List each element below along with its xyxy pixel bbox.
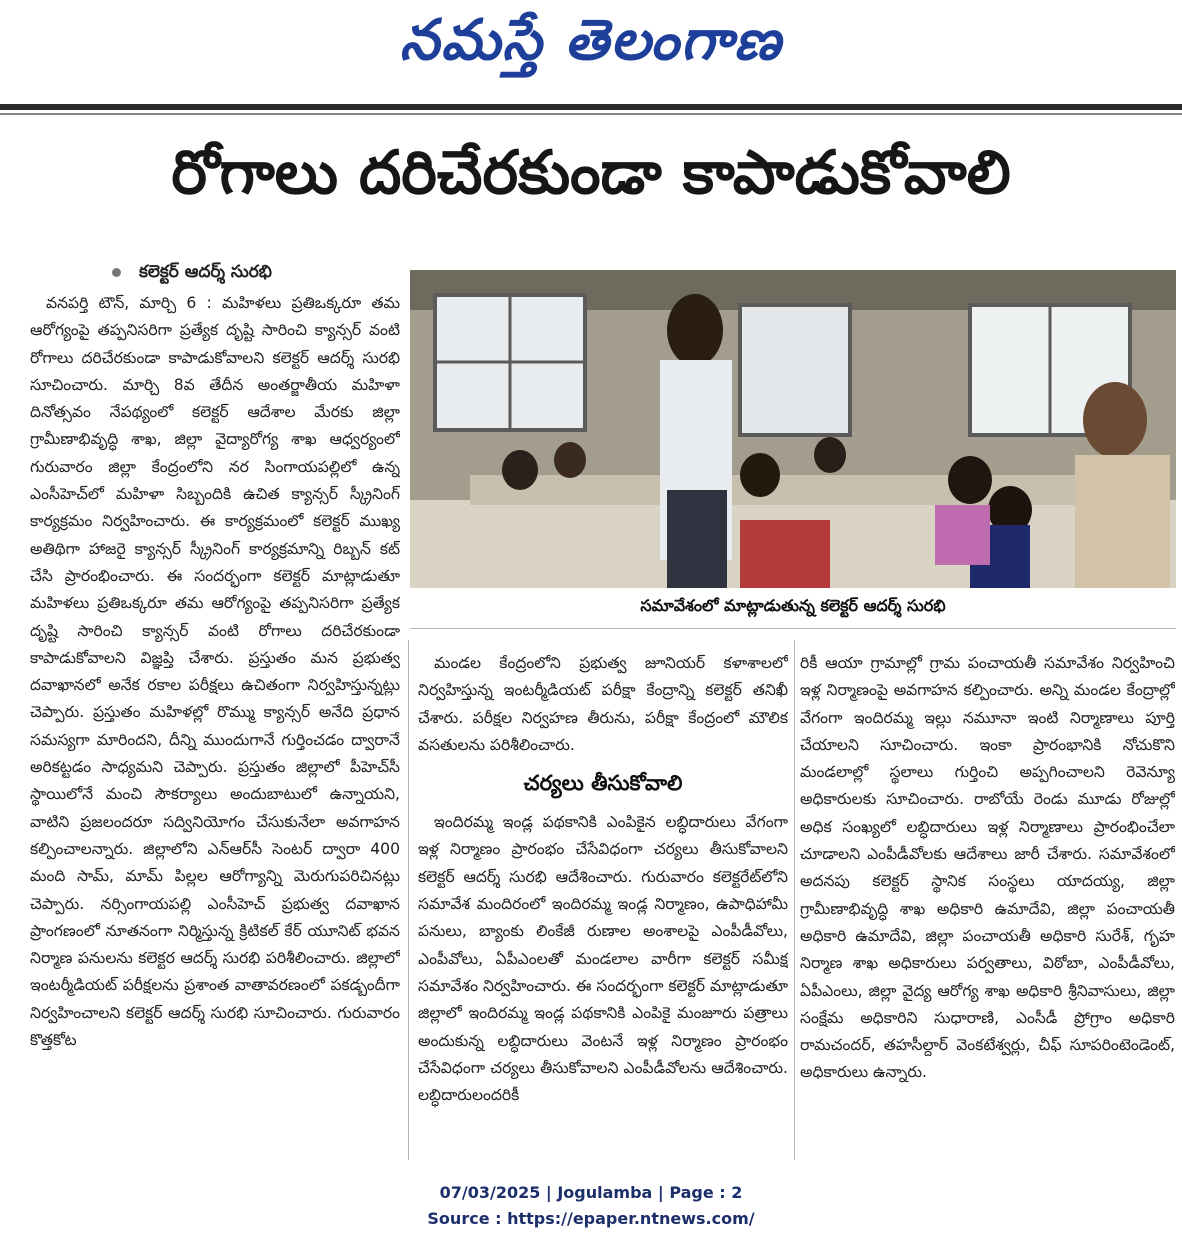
article-column-2 [418, 650, 788, 1160]
footer-date-line: 07/03/2025 | Jogulamba | Page : 2 [439, 1183, 743, 1202]
footer [0, 1180, 1182, 1232]
footer-source-line: Source : https://epaper.ntnews.com/ [427, 1209, 755, 1228]
masthead [0, 0, 1182, 102]
masthead-title: నమస్తే తెలంగాణ [399, 8, 783, 73]
caption-divider [410, 628, 1176, 629]
column-1-text: వనపర్తి టౌన్, మార్చి 6 : మహిళలు ప్రతిఒక్కరూ తమ ఆరోగ్యంపై తప్పనిసరిగా ప్రత్యేక దృష్టి సారించి క్యాన్సర్ వంటి రోగాలు దరిచేరకుండా కాపాడుకోవాలని కలెక్టర్ ఆదర్శ్ సురభి సూచించారు. మార్చి 8వ తేదీన అంతర్జాతీయ మహిళా దినోత్సవం నేపథ్యంలో కలెక్టర్ ఆదేశాల మేరకు జిల్లా గ్రామీణాభివృద్ధి శాఖ, జిల్లా వైద్యారోగ్య శాఖ ఆధ్వర్యంలో గురువారం జిల్లా కేంద్రంలోని నర సింగాయపల్లిలో ఉన్న ఎంసీహెచ్‌లో మహిళా సిబ్బందికి ఉచిత క్యాన్సర్ స్క్రీనింగ్ కార్యక్రమం నిర్వహించారు. ఈ కార్యక్రమంలో కలెక్టర్ ముఖ్య అతిథిగా హాజరై క్యాన్సర్ స్క్రీనింగ్ కార్యక్రమాన్ని రిబ్బన్ కట్ చేసి ప్రారంభించారు. ఈ సందర్భంగా కలెక్టర్ మాట్లాడుతూ మహిళలు ప్రతిఒక్కరూ తమ ఆరోగ్యంపై తప్పనిసరిగా ప్రత్యేక దృష్టి సారించి క్యాన్సర్ వంటి రోగాలు దరిచేరకుండా కాపాడుకోవాలని విజ్ఞప్తి చేశారు. ప్రస్తుతం మన ప్రభుత్వ దవాఖానలో అనేక రకాల పరీక్షలు ఉచితంగా నిర్వహిస్తున్నట్లు చెప్పారు. ప్రస్తుతం మహిళల్లో రొమ్ము క్యాన్సర్ అనేది ప్రధాన సమస్యగా మారిందని, దీన్ని ముందుగానే గుర్తించడం ద్వారానే అరికట్టడం సాధ్యమని చెప్పారు. ప్రస్తుతం జిల్లాలో పీహెచ్‌సీ స్థాయిలోనే మంచి సౌకర్యాలు అందుబాటులో ఉన్నాయని, వాటిని ప్రజలందరూ సద్వినియోగం చేసుకునేలా అవగాహన కల్పించాలన్నారు. జిల్లాలోని ఎన్‌ఆర్‌సీ సెంటర్ ద్వారా 400 మంది సామ్, మామ్ పిల్లల ఆరోగ్యాన్ని మెరుగుపరిచినట్లు చెప్పారు. నర్సింగాయపల్లి ఎంసీహెచ్ ప్రభుత్వ దవాఖాన ప్రాంగణంలో నూతనంగా నిర్మిస్తున్న క్రిటికల్ కేర్ యూనిట్ భవన నిర్మాణ పనులను కలెక్టర ఆదర్శ్ సురభి పరిశీలించారు. జిల్లాలో ఇంటర్మీడియట్ పరీక్షలను ప్రశాంత వాతావరణంలో పకడ్బందీగా నిర్వహించాలని కలెక్టర్ ఆదర్శ్ సురభి సూచించారు. గురువారం కొత్తకోట [30, 294, 400, 1050]
headline: రోగాలు దరిచేరకుండా కాపాడుకోవాలి [171, 138, 1011, 208]
column-divider-1 [408, 640, 409, 1160]
subheading: చర్యలు తీసుకోవాలి [523, 771, 683, 796]
article-column-3 [800, 650, 1175, 1160]
column-2-bottom-text: ఇందిరమ్మ ఇండ్ల పథకానికి ఎంపికైన లబ్ధిదారులు వేగంగా ఇళ్ల నిర్మాణం ప్రారంభం చేసేవిధంగా చర్యలు తీసుకోవాలని కలెక్టర్ ఆదర్శ్ సురభి ఆదేశించారు. గురువారం కలెక్టరేట్‌లోని సమావేశ మందిరంలో ఇందిరమ్మ ఇండ్ల నిర్మాణం, ఉపాధిహామీ పనులు, బ్యాంకు లింకేజీ రుణాల అంశాలపై ఎంపీడీవోలు, ఎంపీవోలు, ఏపీఎంలతో మండలాల వారీగా కలెక్టర్ సమీక్ష సమావేశం నిర్వహించారు. ఈ సందర్భంగా కలెక్టర్ మాట్లాడుతూ జిల్లాలో ఇందిరమ్మ ఇండ్ల పథకానికి ఎంపికై మంజూరు పత్రాలు అందుకున్న లబ్ధిదారులు వెంటనే ఇళ్ల నిర్మాణం ప్రారంభం చేసేవిధంగా చర్యలు తీసుకోవాలని ఎంపీడీవోలను ఆదేశించారు. లబ్ధిదారులందరికీ [418, 813, 788, 1105]
masthead-rule-thick [0, 104, 1182, 110]
masthead-rule-thin [0, 113, 1182, 115]
article-column-1 [30, 290, 400, 1160]
column-2-top-text: మండల కేంద్రంలోని ప్రభుత్వ జూనియర్ కళాశాలలో నిర్వహిస్తున్న ఇంటర్మీడియట్ పరీక్షా కేంద్రాన్ని కలెక్టర్ తనిఖీ చేశారు. పరీక్షల నిర్వహణ తీరును, పరీక్షా కేంద్రంలో మౌలిక వసతులను పరిశీలించారు. [418, 654, 788, 754]
byline [112, 262, 272, 286]
column-3-text: రికీ ఆయా గ్రామాల్లో గ్రామ పంచాయతీ సమావేశం నిర్వహించి ఇళ్ల నిర్మాణంపై అవగాహన కల్పించారు. అన్ని మండల కేంద్రాల్లో వేగంగా ఇందిరమ్మ ఇల్లు నమూనా ఇంటి నిర్మాణాలు పూర్తి చేయాలని సూచించారు. ఇంకా ప్రారంభానికి నోచుకొని మండలాల్లో స్థలాలు గుర్తించి అప్పగించాలని రెవెన్యూ అధికారులకు సూచించారు. రాబోయే రెండు మూడు రోజుల్లో అధిక సంఖ్యలో లబ్ధిదారులు ఇళ్ల నిర్మాణాలు ప్రారంభించేలా చూడాలని ఎంపీడీవోలకు ఆదేశాలు జారీ చేశారు. సమావేశంలో అదనపు కలెక్టర్ స్థానిక సంస్థలు యాదయ్య, జిల్లా గ్రామీణాభివృద్ధి శాఖ అధికారి ఉమాదేవి, జిల్లా పంచాయతీ అధికారి ఉమాదేవి, జిల్లా పంచాయతీ అధికారి సురేశ్, గృహ నిర్మాణ శాఖ అధికారులు పర్వతాలు, విఠోబా, ఎంపీడీవోలు, ఏపీఎంలు, జిల్లా వైద్య ఆరోగ్య శాఖ అధికారి శ్రీనివాసులు, జిల్లా సంక్షేమ అధికారిని సుధారాణి, ఎంసీడీ ప్రోగ్రాం అధికారి రామచందర్, తహసీల్దార్ వెంకటేశ్వర్లు, చీఫ్ సూపరింటెండెంట్, అధికారులు ఉన్నారు. [800, 654, 1175, 1082]
bullet-icon [112, 268, 121, 277]
news-photo [410, 270, 1176, 588]
photo-caption: సమావేశంలో మాట్లాడుతున్న కలెక్టర్ ఆదర్శ్ సురభి [640, 596, 946, 615]
byline-text: కలెక్టర్ ఆదర్శ్ సురభి [139, 262, 272, 282]
column-divider-2 [794, 640, 795, 1160]
